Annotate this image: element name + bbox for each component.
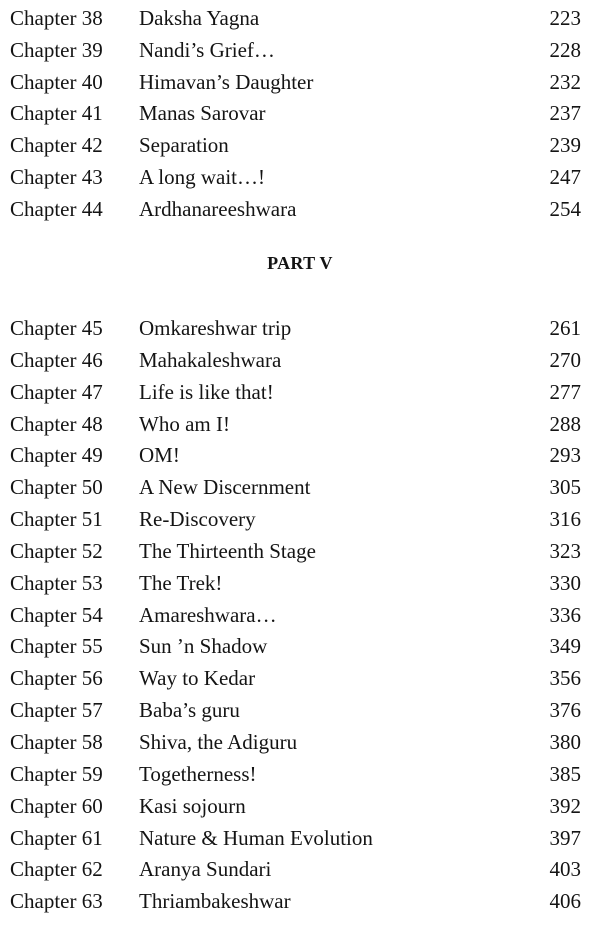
page-number: 270	[549, 347, 581, 372]
chapter-number: Chapter 58	[10, 729, 103, 754]
page-number: 392	[549, 793, 581, 818]
chapter-title: The Trek!	[139, 570, 223, 595]
chapter-number: Chapter 38	[10, 6, 103, 30]
toc-entry	[0, 130, 600, 162]
chapter-number: Chapter 47	[10, 379, 103, 404]
page-number: 254	[549, 196, 581, 221]
chapter-title: Separation	[139, 133, 229, 158]
toc-entry	[0, 663, 600, 695]
toc-entry	[0, 695, 600, 727]
page-number: 403	[549, 857, 581, 882]
toc-entry	[0, 377, 600, 409]
toc-entry	[0, 536, 600, 568]
page-number: 277	[549, 379, 581, 404]
chapter-number: Chapter 53	[10, 570, 103, 595]
chapter-number: Chapter 57	[10, 698, 103, 723]
toc-entry	[0, 440, 600, 472]
toc-entry	[0, 345, 600, 377]
page-number: 239	[549, 133, 581, 158]
part-heading: PART V	[267, 253, 333, 273]
chapter-title: Manas Sarovar	[139, 101, 266, 126]
page-number: 323	[549, 538, 581, 563]
toc-entry	[0, 631, 600, 663]
chapter-title: Baba’s guru	[139, 698, 240, 723]
toc-entry	[0, 3, 600, 35]
page-number: 406	[549, 889, 581, 914]
toc-entry	[0, 759, 600, 791]
toc-entry	[0, 504, 600, 536]
toc-entry	[0, 886, 600, 918]
chapter-number: Chapter 62	[10, 857, 103, 882]
chapter-number: Chapter 61	[10, 825, 103, 850]
chapter-title: Nature & Human Evolution	[139, 825, 373, 850]
toc-list-part-four	[0, 3, 600, 226]
toc-entry	[0, 98, 600, 130]
toc-entry	[0, 313, 600, 345]
chapter-number: Chapter 44	[10, 196, 103, 221]
page-number: 223	[549, 6, 581, 30]
chapter-title: Himavan’s Daughter	[139, 69, 314, 94]
chapter-number: Chapter 39	[10, 37, 103, 62]
chapter-number: Chapter 56	[10, 666, 103, 691]
toc-entry	[0, 194, 600, 226]
toc-entry	[0, 162, 600, 194]
chapter-title: Shiva, the Adiguru	[139, 729, 298, 754]
page-number: 397	[549, 825, 581, 850]
chapter-title: Thriambakeshwar	[139, 889, 291, 914]
page-number: 228	[549, 37, 581, 62]
chapter-title: Mahakaleshwara	[139, 347, 282, 372]
chapter-number: Chapter 40	[10, 69, 103, 94]
page-number: 247	[549, 164, 581, 189]
chapter-title: A long wait…!	[139, 164, 265, 189]
page-number: 385	[549, 761, 581, 786]
chapter-title: The Thirteenth Stage	[139, 538, 316, 563]
chapter-title: Who am I!	[139, 411, 230, 436]
toc-list-part-five	[0, 313, 600, 918]
page-number: 330	[549, 570, 581, 595]
toc-entry	[0, 67, 600, 99]
toc-entry	[0, 823, 600, 855]
page-number: 376	[549, 698, 581, 723]
chapter-number: Chapter 49	[10, 443, 103, 468]
chapter-title: Nandi’s Grief…	[139, 37, 275, 62]
chapter-number: Chapter 51	[10, 507, 103, 532]
page-number: 232	[549, 69, 581, 94]
chapter-title: Amareshwara…	[139, 602, 277, 627]
chapter-number: Chapter 50	[10, 475, 103, 500]
chapter-title: Omkareshwar trip	[139, 316, 292, 340]
chapter-title: Daksha Yagna	[139, 6, 260, 30]
toc-entry	[0, 600, 600, 632]
page-number: 316	[549, 507, 581, 532]
page-number: 288	[549, 411, 581, 436]
chapter-title: Life is like that!	[139, 379, 274, 404]
chapter-number: Chapter 54	[10, 602, 103, 627]
page-number: 349	[549, 634, 581, 659]
chapter-number: Chapter 45	[10, 316, 103, 340]
chapter-title: A New Discernment	[139, 475, 311, 500]
chapter-number: Chapter 52	[10, 538, 103, 563]
chapter-title: Way to Kedar	[139, 666, 256, 691]
chapter-title: Sun ’n Shadow	[139, 634, 268, 659]
page-number: 261	[549, 316, 581, 340]
chapter-number: Chapter 55	[10, 634, 103, 659]
chapter-number: Chapter 60	[10, 793, 103, 818]
toc-entry	[0, 409, 600, 441]
chapter-title: Re-Discovery	[139, 507, 256, 532]
page-number: 237	[549, 101, 581, 126]
page-number: 380	[549, 729, 581, 754]
chapter-number: Chapter 48	[10, 411, 103, 436]
toc-entry	[0, 791, 600, 823]
chapter-title: Ardhanareeshwara	[139, 196, 297, 221]
page-number: 336	[549, 602, 581, 627]
page-number: 293	[549, 443, 581, 468]
toc-entry	[0, 35, 600, 67]
chapter-number: Chapter 41	[10, 101, 103, 126]
chapter-title: Kasi sojourn	[139, 793, 246, 818]
page-number: 305	[549, 475, 581, 500]
toc-entry	[0, 568, 600, 600]
toc-entry	[0, 854, 600, 886]
toc-entry	[0, 472, 600, 504]
chapter-number: Chapter 63	[10, 889, 103, 914]
chapter-number: Chapter 43	[10, 164, 103, 189]
toc-entry	[0, 727, 600, 759]
chapter-number: Chapter 46	[10, 347, 103, 372]
chapter-number: Chapter 42	[10, 133, 103, 158]
chapter-title: OM!	[139, 443, 180, 468]
chapter-title: Togetherness!	[139, 761, 257, 786]
chapter-title: Aranya Sundari	[139, 857, 272, 882]
chapter-number: Chapter 59	[10, 761, 103, 786]
page-number: 356	[549, 666, 581, 691]
